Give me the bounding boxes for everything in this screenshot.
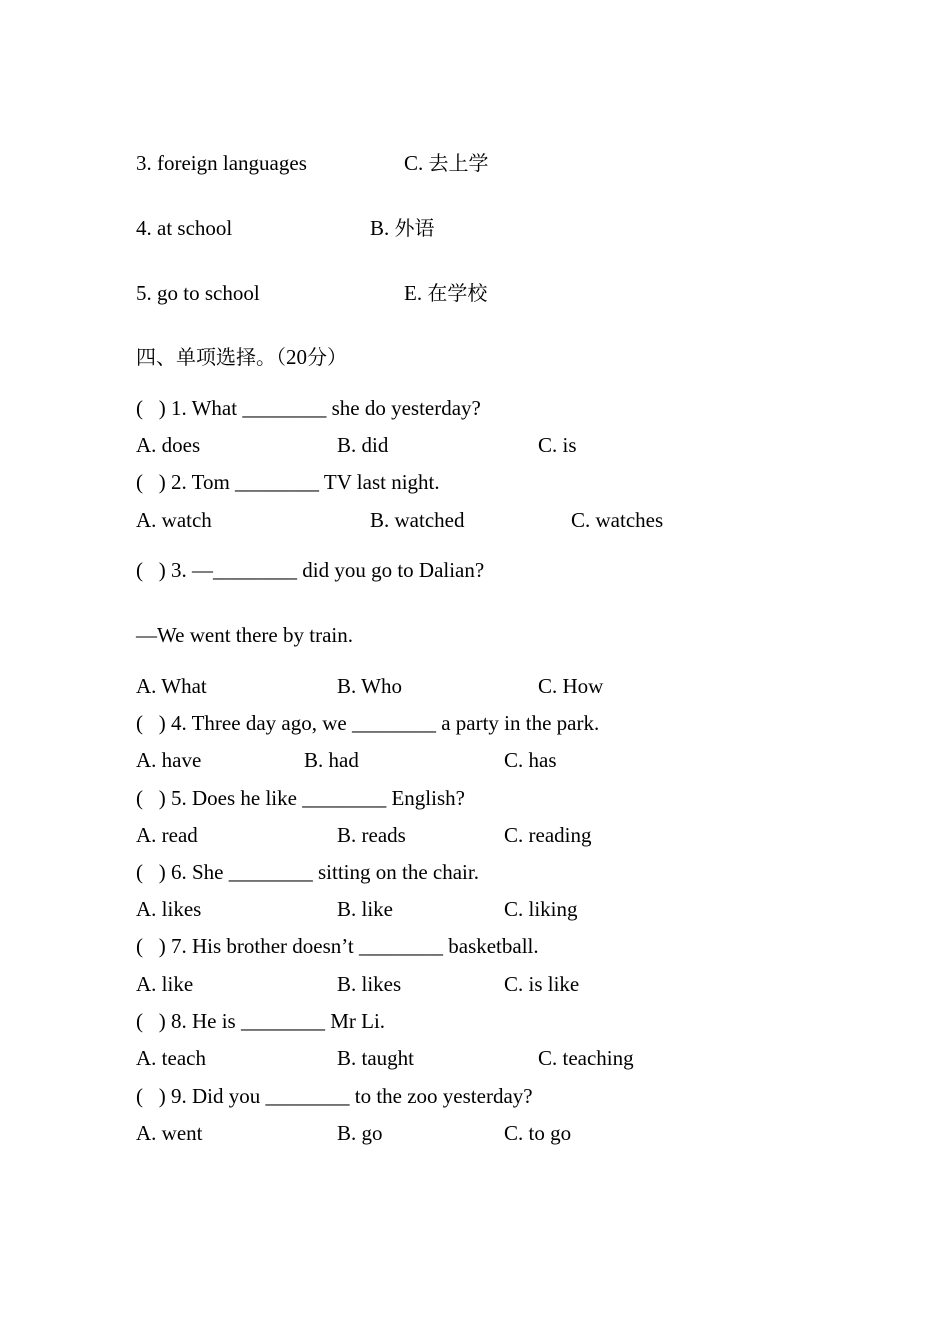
option-a-5: A. read — [136, 823, 198, 847]
question-answer-line-3: —We went there by train. — [136, 623, 353, 647]
match-answer-letter: E. — [404, 281, 423, 305]
match-answer-letter: C. — [404, 151, 424, 175]
option-b-9: B. go — [337, 1121, 383, 1145]
option-a-9: A. went — [136, 1121, 203, 1145]
option-a-2: A. watch — [136, 508, 212, 532]
option-b-6: B. like — [337, 897, 393, 921]
section-heading — [136, 344, 347, 370]
question-stem-7: ( ) 7. His brother doesn’t ________ basketball. — [136, 934, 539, 958]
question-stem-3: ( ) 3. —________ did you go to Dalian? — [136, 558, 485, 582]
option-b-1: B. did — [337, 433, 389, 457]
question-stem-6: ( ) 6. She ________ sitting on the chair. — [136, 860, 479, 884]
match-answer-4 — [370, 215, 435, 241]
option-a-8: A. teach — [136, 1046, 206, 1070]
match-answer-letter: B. — [370, 216, 390, 240]
option-c-9: C. to go — [504, 1121, 572, 1145]
question-stem-5: ( ) 5. Does he like ________ English? — [136, 786, 465, 810]
option-b-5: B. reads — [337, 823, 406, 847]
question-stem-1: ( ) 1. What ________ she do yesterday? — [136, 396, 481, 420]
option-b-2: B. watched — [370, 508, 465, 532]
question-stem-2: ( ) 2. Tom ________ TV last night. — [136, 470, 440, 494]
match-item-4: 4. at school — [136, 216, 233, 240]
option-a-1: A. does — [136, 433, 201, 457]
option-c-7: C. is like — [504, 972, 580, 996]
question-stem-4: ( ) 4. Three day ago, we ________ a party in the park. — [136, 711, 600, 735]
match-answer-3 — [404, 150, 489, 176]
match-answer-chinese: 外语 — [394, 216, 435, 240]
option-c-2: C. watches — [571, 508, 664, 532]
option-b-3: B. Who — [337, 674, 402, 698]
match-answer-chinese: 在学校 — [427, 281, 488, 305]
option-b-7: B. likes — [337, 972, 402, 996]
option-c-4: C. has — [504, 748, 557, 772]
option-b-8: B. taught — [337, 1046, 414, 1070]
match-answer-chinese: 去上学 — [428, 151, 489, 175]
match-item-5: 5. go to school — [136, 281, 260, 305]
option-c-6: C. liking — [504, 897, 578, 921]
section-heading-text: 四、单项选择。（ — [136, 345, 286, 369]
option-c-5: C. reading — [504, 823, 592, 847]
section-heading-end: 分） — [307, 345, 347, 369]
option-b-4: B. had — [304, 748, 359, 772]
match-answer-5 — [404, 280, 487, 306]
question-stem-9: ( ) 9. Did you ________ to the zoo yesterday? — [136, 1084, 533, 1108]
match-item-3: 3. foreign languages — [136, 151, 307, 175]
option-a-4: A. have — [136, 748, 202, 772]
question-stem-8: ( ) 8. He is ________ Mr Li. — [136, 1009, 386, 1033]
option-c-1: C. is — [538, 433, 577, 457]
option-a-3: A. What — [136, 674, 207, 698]
section-points: 20 — [286, 345, 307, 369]
option-c-8: C. teaching — [538, 1046, 634, 1070]
option-c-3: C. How — [538, 674, 604, 698]
option-a-6: A. likes — [136, 897, 202, 921]
option-a-7: A. like — [136, 972, 194, 996]
